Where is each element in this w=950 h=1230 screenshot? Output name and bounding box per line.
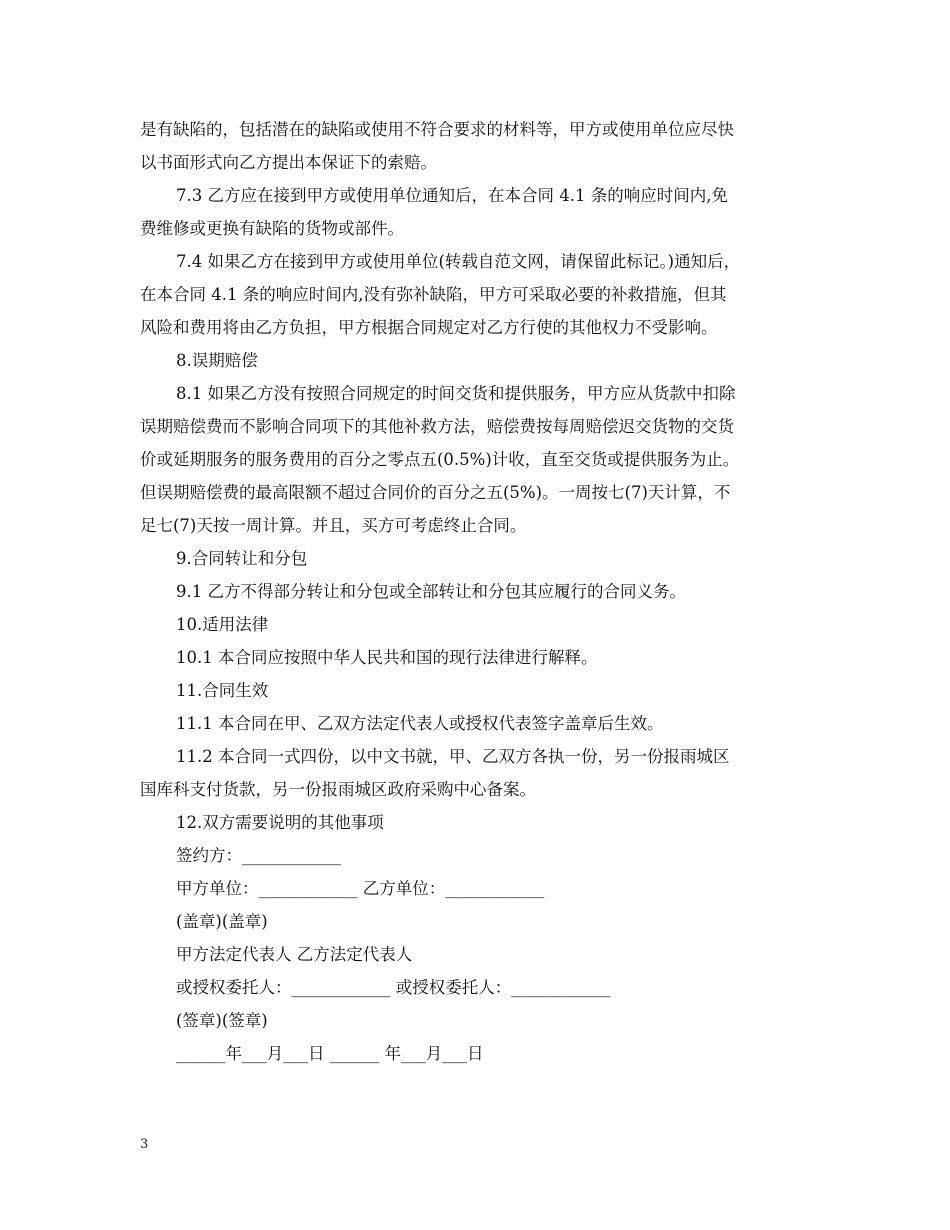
text-line: 8.1 如果乙方没有按照合同规定的时间交货和提供服务，甲方应从货款中扣除: [176, 384, 736, 403]
text-line: 费维修或更换有缺陷的货物或部件。: [140, 219, 404, 238]
text-line: 10.1 本合同应按照中华人民共和国的现行法律进行解释。: [176, 648, 598, 667]
text-line: 国库科支付货款，另一份报雨城区政府采购中心备案。: [140, 780, 536, 799]
text-line: 甲方单位：____________ 乙方单位：____________: [176, 879, 545, 898]
text-line: 11.合同生效: [176, 681, 269, 700]
text-line: 足七(7)天按一周计算。并且，买方可考虑终止合同。: [140, 516, 527, 535]
text-line: 是有缺陷的，包括潜在的缺陷或使用不符合要求的材料等，甲方或使用单位应尽快: [140, 120, 734, 139]
text-line: 风险和费用将由乙方负担，甲方根据合同规定对乙方行使的其他权力不受影响。: [140, 318, 718, 337]
text-line: 11.2 本合同一式四份，以中文书就，甲、乙双方各执一份，另一份报雨城区: [176, 747, 730, 766]
text-line: 7.4 如果乙方在接到甲方或使用单位(转载自范文网，请保留此标记。)通知后，: [176, 252, 741, 271]
text-line: 价或延期服务的服务费用的百分之零点五(0.5%)计收，直至交货或提供服务为止。: [140, 450, 740, 469]
text-line: 11.1 本合同在甲、乙双方法定代表人或授权代表签字盖章后生效。: [176, 714, 664, 733]
text-line: 以书面形式向乙方提出本保证下的索赔。: [140, 153, 437, 172]
text-line: 7.3 乙方应在接到甲方或使用单位通知后，在本合同 4.1 条的响应时间内,免: [176, 186, 728, 205]
text-line: ______年___月___日 ______ 年___月___日: [176, 1044, 484, 1063]
text-line: 9.1 乙方不得部分转让和分包或全部转让和分包其应履行的合同义务。: [176, 582, 686, 601]
text-line: 12.双方需要说明的其他事项: [176, 813, 384, 832]
text-line: 甲方法定代表人 乙方法定代表人: [176, 945, 413, 964]
text-line: 或授权委托人：____________ 或授权委托人：____________: [176, 978, 611, 997]
text-line: 10.适用法律: [176, 615, 269, 634]
text-line: 8.误期赔偿: [176, 351, 258, 370]
contract-body: [140, 113, 820, 1070]
text-line: (签章)(签章): [176, 1011, 268, 1030]
text-line: 9.合同转让和分包: [176, 549, 308, 568]
text-line: 在本合同 4.1 条的响应时间内,没有弥补缺陷，甲方可采取必要的补救措施，但其: [140, 285, 727, 304]
text-line: 误期赔偿费而不影响合同项下的其他补救方法，赔偿费按每周赔偿迟交货物的交货: [140, 417, 734, 436]
text-line: 但误期赔偿费的最高限额不超过合同价的百分之五(5%)。一周按七(7)天计算，不: [140, 483, 731, 502]
page-number: 3: [140, 1137, 149, 1152]
text-line: 签约方：____________: [176, 846, 341, 865]
text-line: (盖章)(盖章): [176, 912, 268, 931]
